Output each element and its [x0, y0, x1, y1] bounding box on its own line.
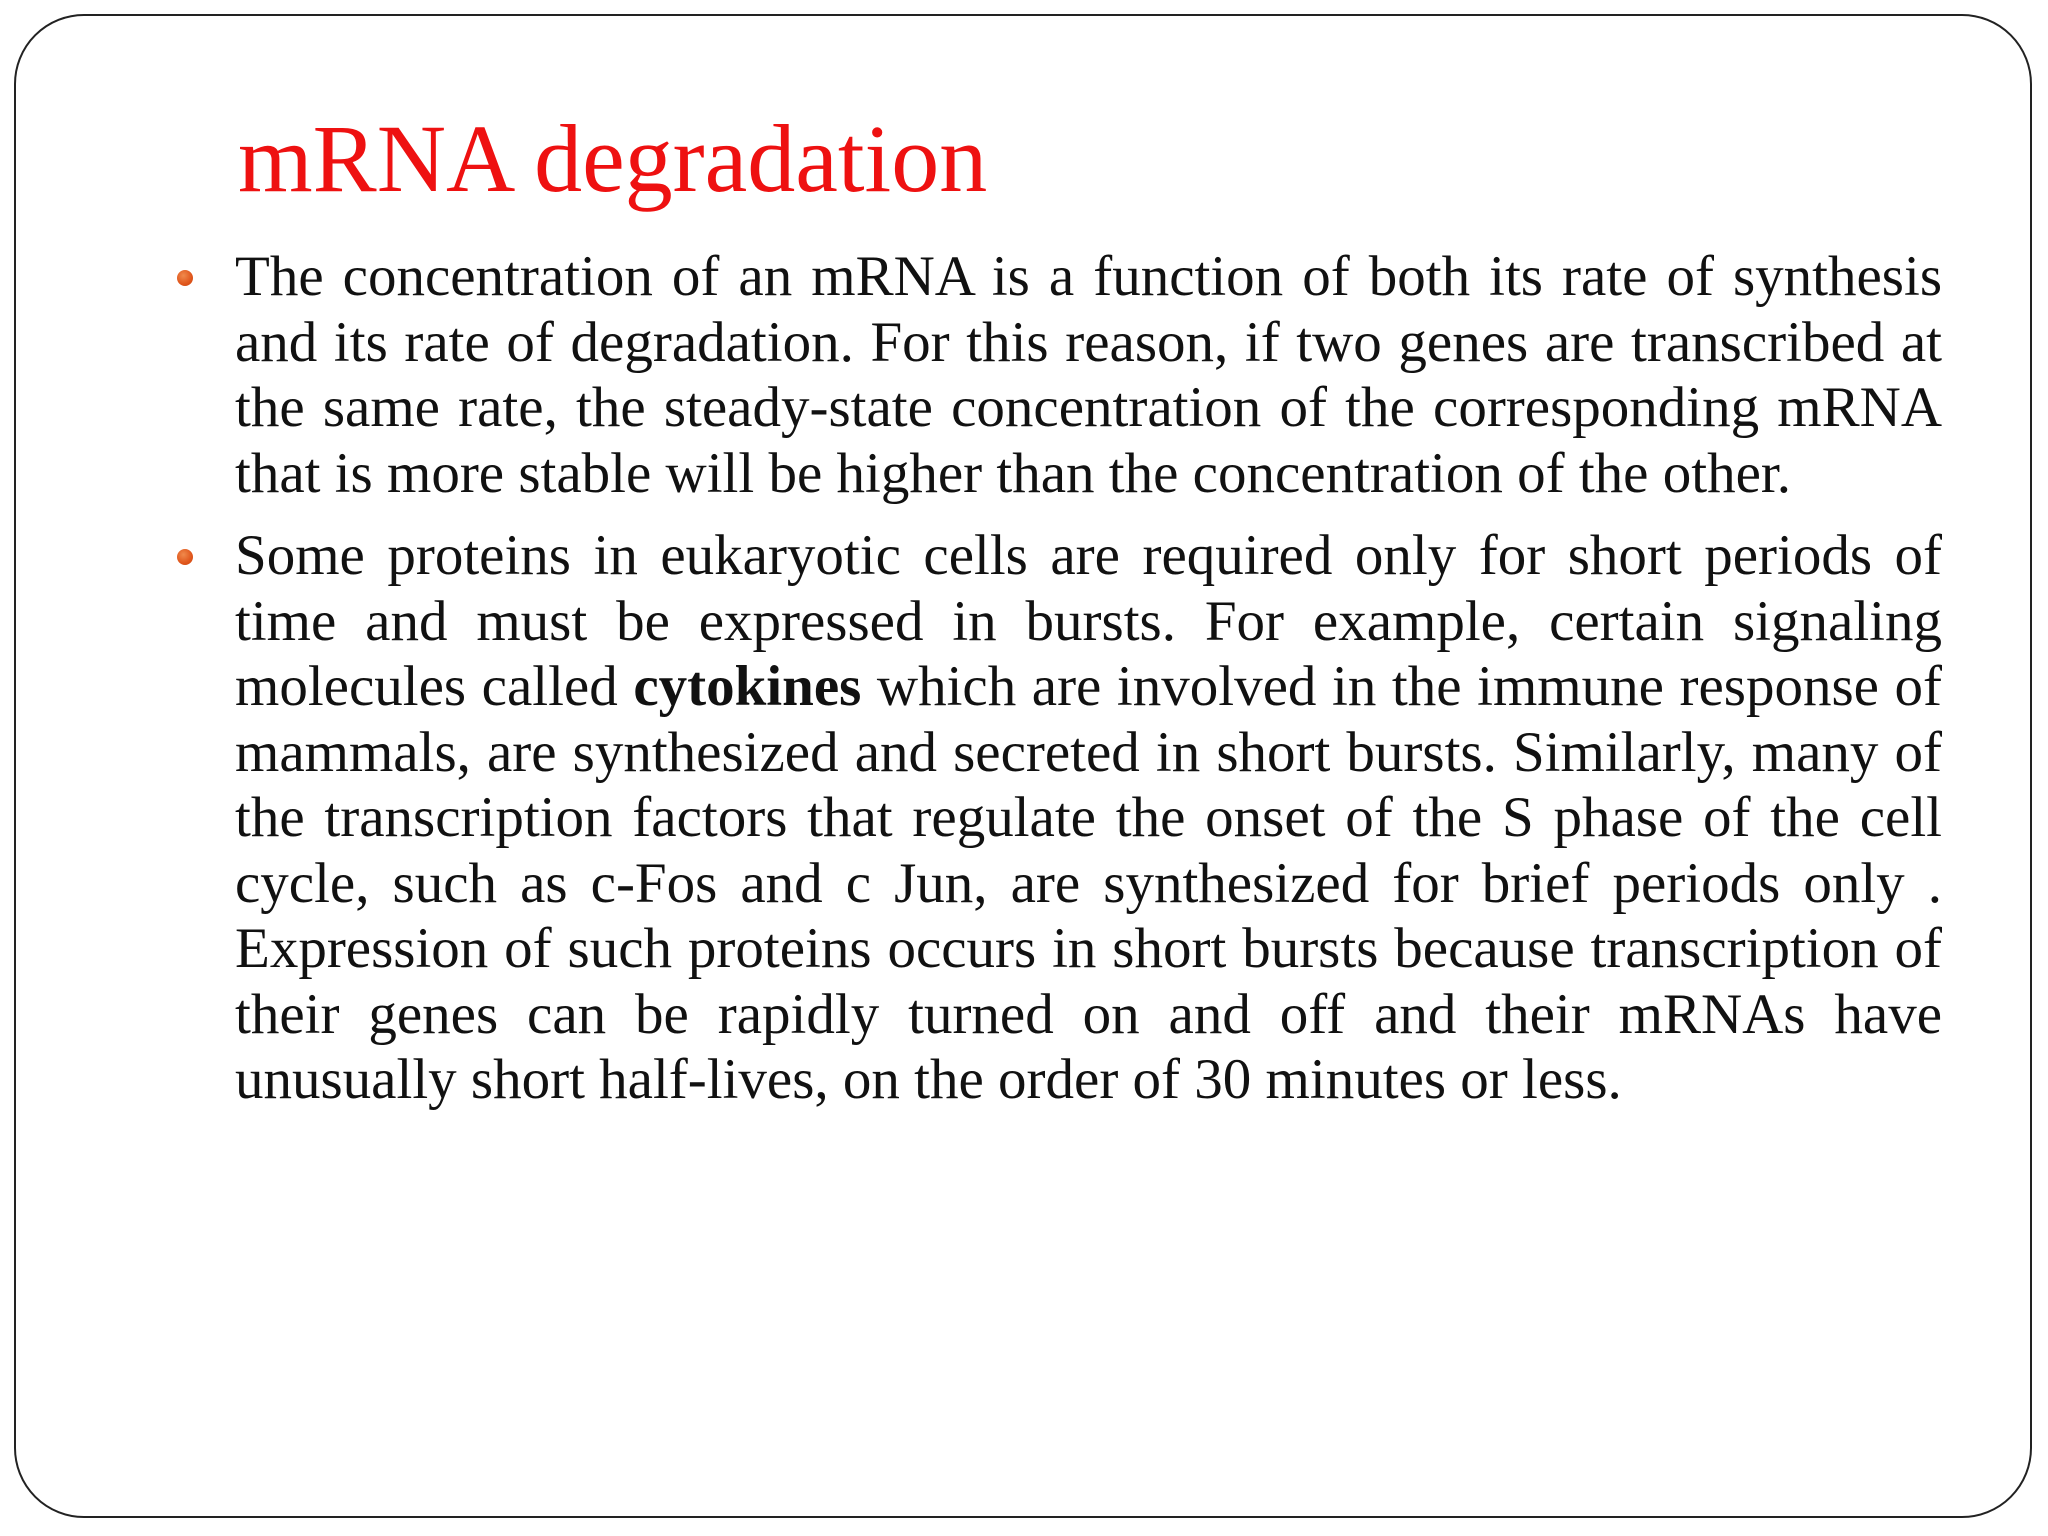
slide-title: mRNA degradation	[238, 105, 988, 212]
bullet-text-part: Some proteins in eukaryotic cells are required only for short periods of time and must be expressed in bursts. For example, certain signaling molecules called	[235, 524, 1942, 718]
bullet-text: The concentration of an mRNA is a function of both its rate of synthesis and its rate of degradation. For this reason, if two genes are transcribed at the same rate, the steady-state concentration of the corresponding mRNA that is more stable will be higher than the concentration of the other.	[235, 245, 1942, 505]
bullet-dot-icon	[177, 549, 193, 565]
bullet-item	[235, 244, 1942, 506]
slide	[14, 14, 2032, 1518]
bullet-dot-icon	[177, 270, 193, 286]
bold-term: cytokines	[633, 655, 862, 718]
bullet-list	[235, 244, 1942, 1130]
bullet-text-part: which are involved in the immune response of mammals, are synthesized and secreted in short bursts. Similarly, many of the transcription factors that regulate the onset of the S phase of the cell cycle, such as c-Fos and c Jun, are synthesized for brief periods only . Expression of such proteins occurs in short bursts because transcription of their genes can be rapidly turned on and off and their mRNAs have unusually short half-lives, on the order of 30 minutes or less.	[235, 655, 1942, 1111]
bullet-item	[235, 523, 1942, 1113]
bullet-text	[235, 523, 1942, 1113]
